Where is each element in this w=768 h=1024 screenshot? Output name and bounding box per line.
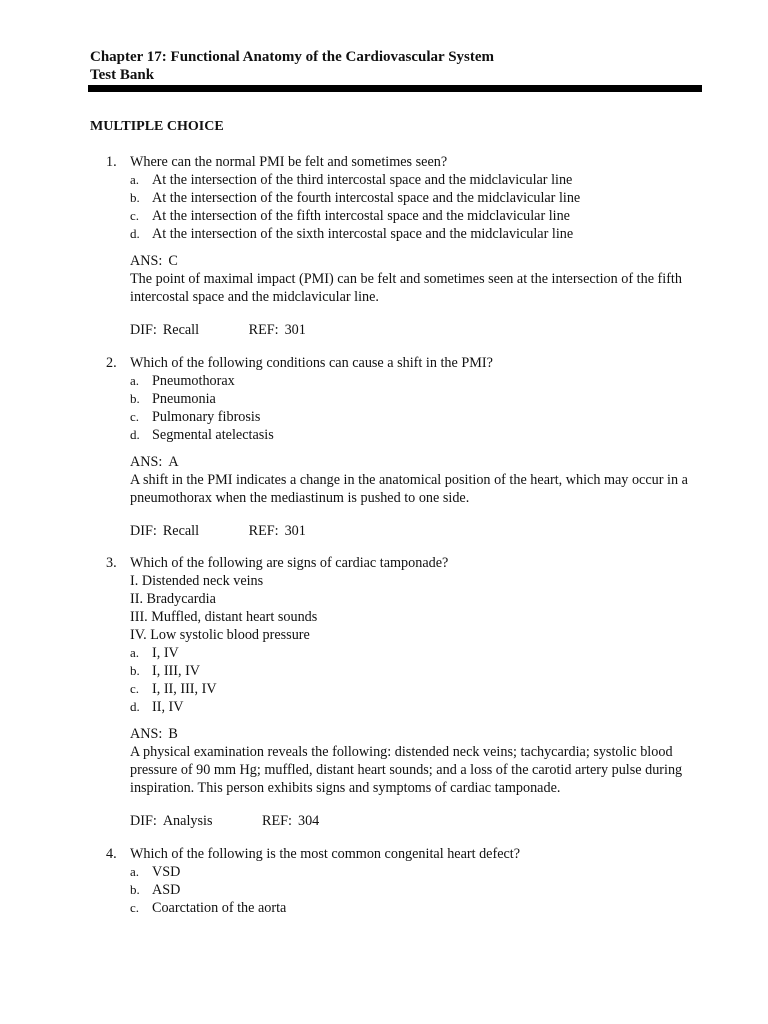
dif-label: DIF: bbox=[130, 322, 157, 338]
ref-value: 301 bbox=[284, 523, 306, 539]
ref-label: REF: bbox=[248, 322, 279, 338]
option-letter: a. bbox=[130, 645, 140, 660]
document-subtitle: Test Bank bbox=[90, 67, 155, 83]
answer-line bbox=[106, 252, 706, 270]
option-b bbox=[106, 189, 706, 207]
option-letter: c. bbox=[130, 409, 140, 424]
option-a bbox=[106, 863, 706, 881]
option-text: At the intersection of the third intercostal space and the midclavicular line bbox=[152, 172, 573, 188]
option-text: Pneumonia bbox=[152, 391, 216, 407]
sign-item: II. Bradycardia bbox=[130, 591, 216, 607]
option-letter: d. bbox=[130, 427, 140, 442]
answer-explanation: A shift in the PMI indicates a change in the anatomical position of the heart, which may occur in a pneumothorax when the mediastinum is pushed to one side. bbox=[130, 472, 688, 506]
option-text: I, II, III, IV bbox=[152, 681, 217, 697]
question-3 bbox=[106, 554, 706, 830]
option-b bbox=[106, 390, 706, 408]
option-letter: d. bbox=[130, 699, 140, 714]
option-c bbox=[106, 680, 706, 698]
option-text: I, III, IV bbox=[152, 663, 201, 679]
option-text: Pneumothorax bbox=[152, 373, 235, 389]
question-stem bbox=[106, 845, 706, 863]
option-d bbox=[106, 225, 706, 243]
option-text: ASD bbox=[152, 882, 181, 898]
answer-value: B bbox=[168, 726, 178, 742]
answer-explanation: The point of maximal impact (PMI) can be felt and sometimes seen at the intersection of the fifth intercostal space and the midclavicular line. bbox=[130, 271, 682, 305]
option-text: At the intersection of the sixth intercostal space and the midclavicular line bbox=[152, 226, 574, 242]
question-meta bbox=[106, 522, 706, 540]
question-2 bbox=[106, 354, 706, 540]
dif-label: DIF: bbox=[130, 813, 157, 829]
question-1 bbox=[106, 153, 706, 339]
option-letter: b. bbox=[130, 882, 140, 897]
option-d bbox=[106, 698, 706, 716]
answer-label: ANS: bbox=[130, 454, 163, 470]
ref-label: REF: bbox=[248, 523, 279, 539]
question-text: Which of the following conditions can cause a shift in the PMI? bbox=[130, 355, 493, 371]
answer-line bbox=[106, 725, 706, 743]
answer-value: A bbox=[168, 454, 179, 470]
question-number: 3. bbox=[106, 555, 117, 571]
option-a bbox=[106, 372, 706, 390]
option-letter: b. bbox=[130, 391, 140, 406]
sign-item: IV. Low systolic blood pressure bbox=[130, 627, 310, 643]
question-text: Which of the following is the most common congenital heart defect? bbox=[130, 846, 521, 862]
dif-value: Recall bbox=[162, 523, 200, 539]
option-letter: c. bbox=[130, 681, 140, 696]
option-text: Coarctation of the aorta bbox=[152, 900, 287, 916]
option-d bbox=[106, 426, 706, 444]
question-text: Where can the normal PMI be felt and sometimes seen? bbox=[130, 154, 448, 170]
answer-line bbox=[106, 453, 706, 471]
answer-explanation: A physical examination reveals the following: distended neck veins; tachycardia; systolic blood pressure of 90 mm Hg; muffled, distant heart sounds; and a loss of the carotid artery pulse during inspiration. This person exhibits signs and symptoms of cardiac tamponade. bbox=[130, 744, 683, 796]
option-letter: b. bbox=[130, 190, 140, 205]
ref-value: 304 bbox=[297, 813, 320, 829]
option-b bbox=[106, 662, 706, 680]
question-stem bbox=[106, 153, 706, 171]
dif-value: Analysis bbox=[162, 813, 213, 829]
sign-item: III. Muffled, distant heart sounds bbox=[130, 609, 318, 625]
option-b bbox=[106, 881, 706, 899]
option-letter: d. bbox=[130, 226, 140, 241]
option-c bbox=[106, 207, 706, 225]
option-text: VSD bbox=[152, 864, 181, 880]
answer-value: C bbox=[168, 253, 178, 269]
document-header bbox=[90, 48, 702, 84]
option-letter: a. bbox=[130, 864, 140, 879]
option-a bbox=[106, 644, 706, 662]
dif-label: DIF: bbox=[130, 523, 157, 539]
question-4 bbox=[106, 845, 706, 917]
ref-label: REF: bbox=[262, 813, 292, 829]
option-letter: c. bbox=[130, 900, 140, 915]
option-a bbox=[106, 171, 706, 189]
option-text: I, IV bbox=[152, 645, 179, 661]
question-number: 1. bbox=[106, 154, 117, 170]
question-meta bbox=[106, 321, 706, 339]
ref-value: 301 bbox=[284, 322, 306, 338]
option-letter: a. bbox=[130, 172, 140, 187]
option-text: At the intersection of the fourth intercostal space and the midclavicular line bbox=[152, 190, 581, 206]
option-letter: c. bbox=[130, 208, 140, 223]
question-stem bbox=[106, 554, 706, 572]
chapter-title: Chapter 17: Functional Anatomy of the Cardiovascular System bbox=[90, 49, 495, 65]
answer-label: ANS: bbox=[130, 253, 163, 269]
option-text: II, IV bbox=[152, 699, 184, 715]
option-text: Pulmonary fibrosis bbox=[152, 409, 261, 425]
question-number: 2. bbox=[106, 355, 117, 371]
sign-item: I. Distended neck veins bbox=[130, 573, 264, 589]
option-text: Segmental atelectasis bbox=[152, 427, 274, 443]
option-text: At the intersection of the fifth intercostal space and the midclavicular line bbox=[152, 208, 570, 224]
question-meta bbox=[106, 812, 706, 830]
answer-label: ANS: bbox=[130, 726, 163, 742]
question-number: 4. bbox=[106, 846, 117, 862]
option-c bbox=[106, 899, 706, 917]
option-letter: b. bbox=[130, 663, 140, 678]
header-rule bbox=[88, 85, 702, 92]
question-stem bbox=[106, 354, 706, 372]
option-letter: a. bbox=[130, 373, 140, 388]
question-text: Which of the following are signs of cardiac tamponade? bbox=[130, 555, 449, 571]
dif-value: Recall bbox=[162, 322, 200, 338]
section-heading: MULTIPLE CHOICE bbox=[90, 119, 224, 134]
option-c bbox=[106, 408, 706, 426]
